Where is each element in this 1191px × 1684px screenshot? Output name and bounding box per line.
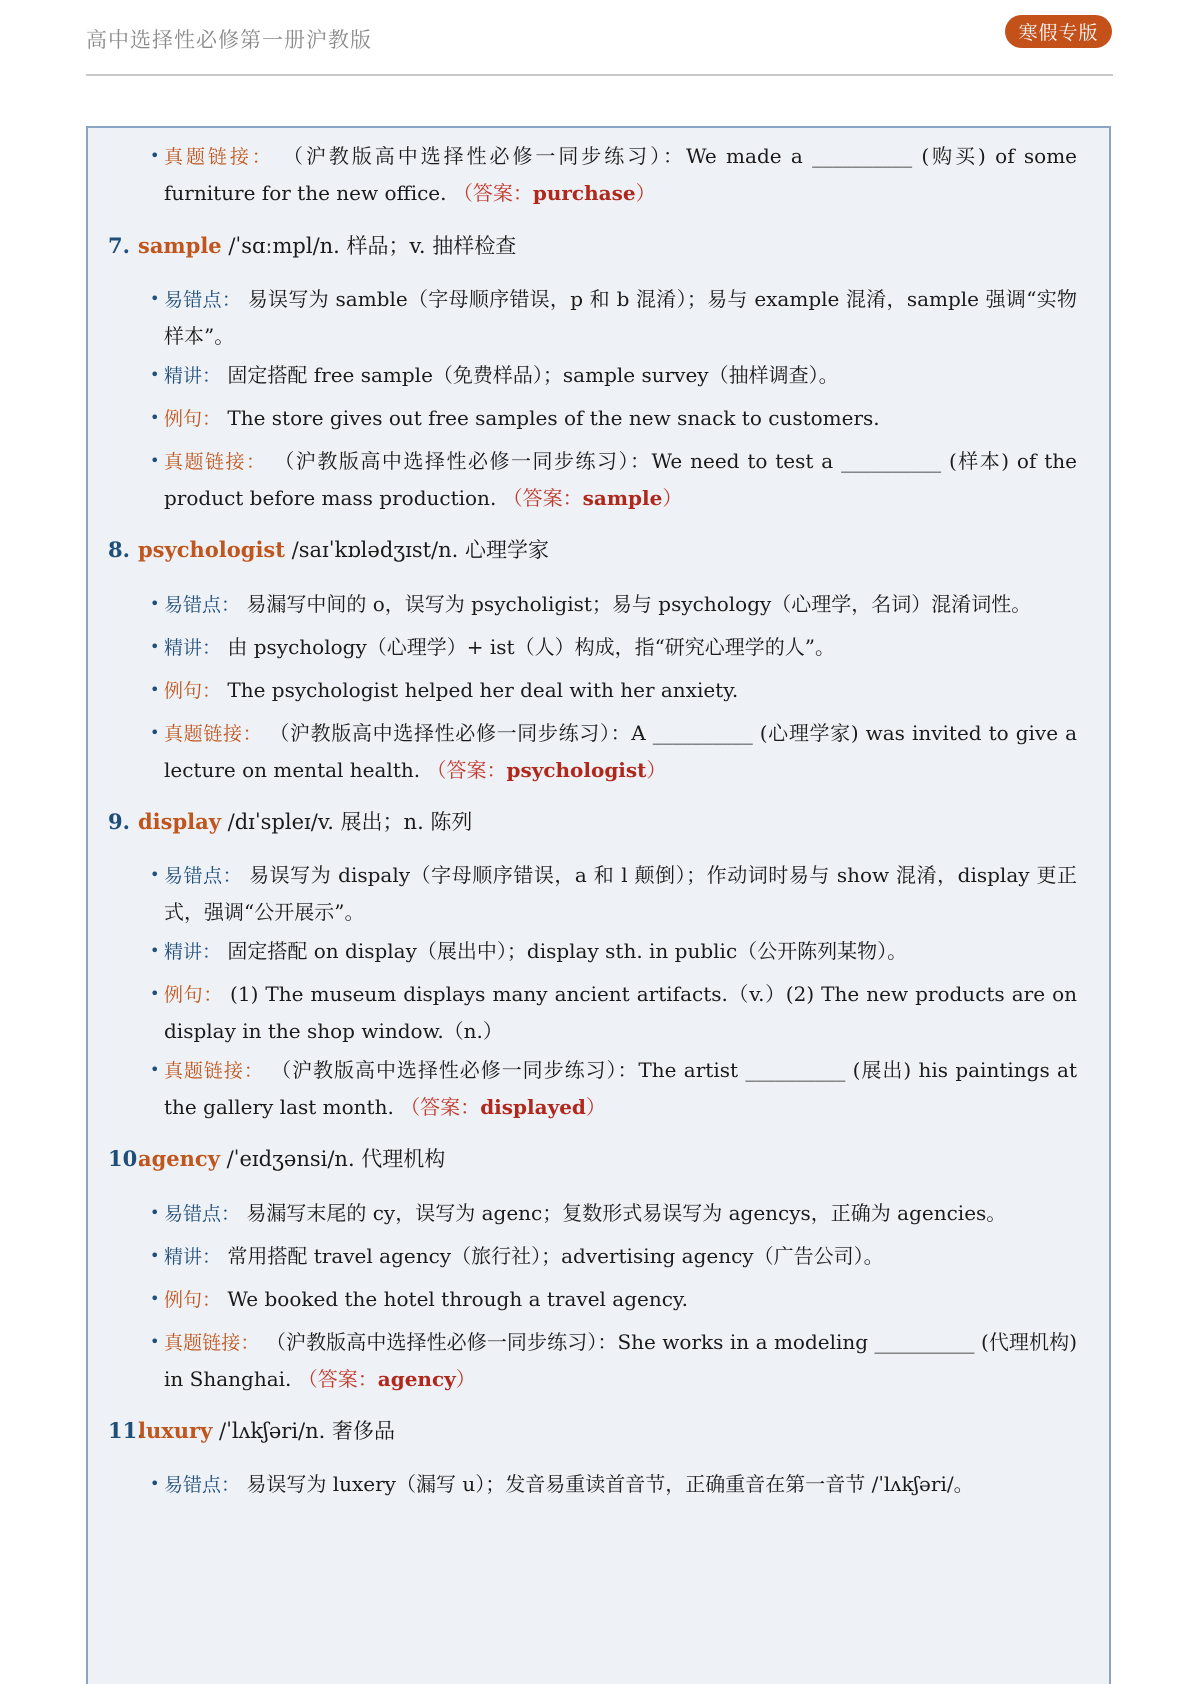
example-label: 例句： xyxy=(164,984,224,1006)
entry-number: 10. xyxy=(108,1146,145,1171)
entry-word: psychologist xyxy=(138,537,285,562)
bullet-icon: • xyxy=(150,984,160,1003)
error-text: 易漏写末尾的 cy，误写为 agenc；复数形式易误写为 agencys，正确为 agencies。 xyxy=(246,1201,1007,1225)
error-label: 易错点： xyxy=(164,865,243,887)
error-point-item xyxy=(150,281,1077,354)
entry-pronunciation: /ˈlʌkʃəri/n. 奢侈品 xyxy=(219,1419,395,1443)
answer-word: purchase xyxy=(532,181,636,205)
exam-link-item xyxy=(150,715,1078,788)
explain-label: 精讲： xyxy=(164,1246,222,1268)
entry-heading xyxy=(108,230,516,260)
error-point-item xyxy=(150,1466,1077,1503)
error-label: 易错点： xyxy=(164,1474,241,1496)
error-point-item xyxy=(150,1195,1077,1232)
entry-word: luxury xyxy=(138,1418,213,1443)
bullet-icon: • xyxy=(150,289,160,308)
example-text: We booked the hotel through a travel agency. xyxy=(227,1287,688,1311)
answer-word: psychologist xyxy=(506,758,647,782)
bullet-icon: • xyxy=(150,451,160,470)
answer-word: sample xyxy=(582,486,663,510)
exam-link-item xyxy=(150,1324,1077,1397)
exam-label: 真题链接： xyxy=(164,1332,260,1354)
bullet-icon: • xyxy=(150,637,160,656)
explain-text: 固定搭配 free sample（免费样品）；sample survey（抽样调查）。 xyxy=(227,363,839,387)
answer-prefix: （答案： xyxy=(452,181,533,205)
example-item xyxy=(150,400,1077,437)
explain-label: 精讲： xyxy=(164,941,222,963)
bullet-icon: • xyxy=(150,1289,160,1308)
example-label: 例句： xyxy=(164,1289,222,1311)
exam-text: （沪教版高中选择性必修一同步练习）：A __________ (心理学家) was invited to give a lecture on mental health. xyxy=(164,721,1078,782)
answer-suffix: ） xyxy=(455,1367,476,1391)
bullet-icon: • xyxy=(150,408,160,427)
bullet-icon: • xyxy=(150,1474,160,1493)
explain-item xyxy=(150,933,1077,970)
explain-item xyxy=(150,629,1077,666)
explain-label: 精讲： xyxy=(164,637,222,659)
bullet-icon: • xyxy=(150,865,160,884)
bullet-icon: • xyxy=(150,1203,160,1222)
bullet-icon: • xyxy=(150,941,160,960)
entry-number: 8. xyxy=(108,537,130,562)
content-panel xyxy=(86,126,1111,1684)
edition-badge: 寒假专版 xyxy=(1005,15,1112,48)
exam-text: （沪教版高中选择性必修一同步练习）：We need to test a __________ (样本) of the product before mass production. xyxy=(164,449,1077,510)
answer-suffix: ） xyxy=(635,181,656,205)
error-point-item xyxy=(150,586,1077,623)
exam-text: （沪教版高中选择性必修一同步练习）：The artist __________ (展出) his paintings at the gallery last month. xyxy=(164,1058,1077,1119)
answer-prefix: （答案： xyxy=(297,1367,378,1391)
answer-suffix: ） xyxy=(646,758,667,782)
entry-heading xyxy=(108,1143,445,1173)
explain-item xyxy=(150,357,1077,394)
answer-prefix: （答案： xyxy=(502,486,583,510)
exam-text: （沪教版高中选择性必修一同步练习）：We made a __________ (购买) of some furniture for the new office. xyxy=(164,144,1077,205)
explain-label: 精讲： xyxy=(164,365,222,387)
entry-number: 11. xyxy=(108,1418,145,1443)
exam-label: 真题链接： xyxy=(164,451,267,473)
entry-pronunciation: /saɪˈkɒlədʒɪst/n. 心理学家 xyxy=(291,538,549,562)
error-text: 易误写为 dispaly（字母顺序错误，a 和 l 颠倒）；作动词时易与 show 混淆，display 更正式，强调“公开展示”。 xyxy=(164,863,1077,924)
error-label: 易错点： xyxy=(164,594,241,616)
answer-word: agency xyxy=(377,1367,456,1391)
entry-pronunciation: /ˈsɑːmpl/n. 样品；v. 抽样检查 xyxy=(228,234,517,258)
document-title: 高中选择性必修第一册沪教版 xyxy=(86,28,372,52)
entry-heading xyxy=(108,1415,395,1445)
example-item xyxy=(150,1281,1077,1318)
example-text: The psychologist helped her deal with her anxiety. xyxy=(227,678,739,702)
entry-heading xyxy=(108,534,549,564)
bullet-icon: • xyxy=(150,594,160,613)
answer-suffix: ） xyxy=(585,1095,606,1119)
explain-text: 由 psychology（心理学）+ ist（人）构成，指“研究心理学的人”。 xyxy=(227,635,836,659)
answer-prefix: （答案： xyxy=(400,1095,481,1119)
error-point-item xyxy=(150,857,1077,930)
example-text: (1) The museum displays many ancient artifacts.（v.）(2) The new products are on display in the shop window.（n.） xyxy=(164,982,1077,1043)
example-item xyxy=(150,672,1077,709)
exam-link-item xyxy=(150,1052,1077,1125)
explain-text: 常用搭配 travel agency（旅行社）；advertising agency（广告公司）。 xyxy=(227,1244,884,1268)
explain-item xyxy=(150,1238,1077,1275)
entry-pronunciation: /dɪˈspleɪ/v. 展出；n. 陈列 xyxy=(227,810,473,834)
exam-label: 真题链接： xyxy=(164,723,263,745)
entry-number: 9. xyxy=(108,809,130,834)
bullet-icon: • xyxy=(150,723,160,742)
entry-pronunciation: /ˈeɪdʒənsi/n. 代理机构 xyxy=(226,1147,446,1171)
exam-label: 真题链接： xyxy=(164,1060,264,1082)
error-label: 易错点： xyxy=(164,289,242,311)
exam-label: 真题链接： xyxy=(164,146,274,168)
entry-number: 7. xyxy=(108,233,130,258)
error-label: 易错点： xyxy=(164,1203,241,1225)
entry-word: sample xyxy=(138,233,222,258)
answer-word: displayed xyxy=(480,1095,586,1119)
explain-text: 固定搭配 on display（展出中）；display sth. in public（公开陈列某物）。 xyxy=(227,939,908,963)
answer-suffix: ） xyxy=(662,486,683,510)
bullet-icon: • xyxy=(150,1060,160,1079)
example-label: 例句： xyxy=(164,408,222,430)
exam-link-item xyxy=(150,443,1077,516)
bullet-icon: • xyxy=(150,680,160,699)
error-text: 易误写为 samble（字母顺序错误，p 和 b 混淆）；易与 example 混淆，sample 强调“实物样本”。 xyxy=(164,287,1077,348)
exam-text: （沪教版高中选择性必修一同步练习）：She works in a modeling __________ (代理机构) in Shanghai. xyxy=(164,1330,1077,1391)
example-label: 例句： xyxy=(164,680,222,702)
error-text: 易漏写中间的 o，误写为 psycholigist；易与 psychology（心理学，名词）混淆词性。 xyxy=(246,592,1032,616)
answer-prefix: （答案： xyxy=(426,758,507,782)
bullet-icon: • xyxy=(150,365,160,384)
bullet-icon: • xyxy=(150,1332,160,1351)
error-text: 易误写为 luxery（漏写 u）；发音易重读首音节，正确重音在第一音节 /ˈlʌkʃəri/。 xyxy=(246,1472,974,1496)
entry-word: agency xyxy=(138,1146,220,1171)
header-divider xyxy=(86,74,1113,76)
entry-heading xyxy=(108,806,472,836)
exam-link-item xyxy=(150,138,1077,211)
entry-word: display xyxy=(138,809,221,834)
example-text: The store gives out free samples of the new snack to customers. xyxy=(227,406,880,430)
bullet-icon: • xyxy=(150,1246,160,1265)
bullet-icon: • xyxy=(150,146,160,165)
example-item xyxy=(150,976,1077,1049)
